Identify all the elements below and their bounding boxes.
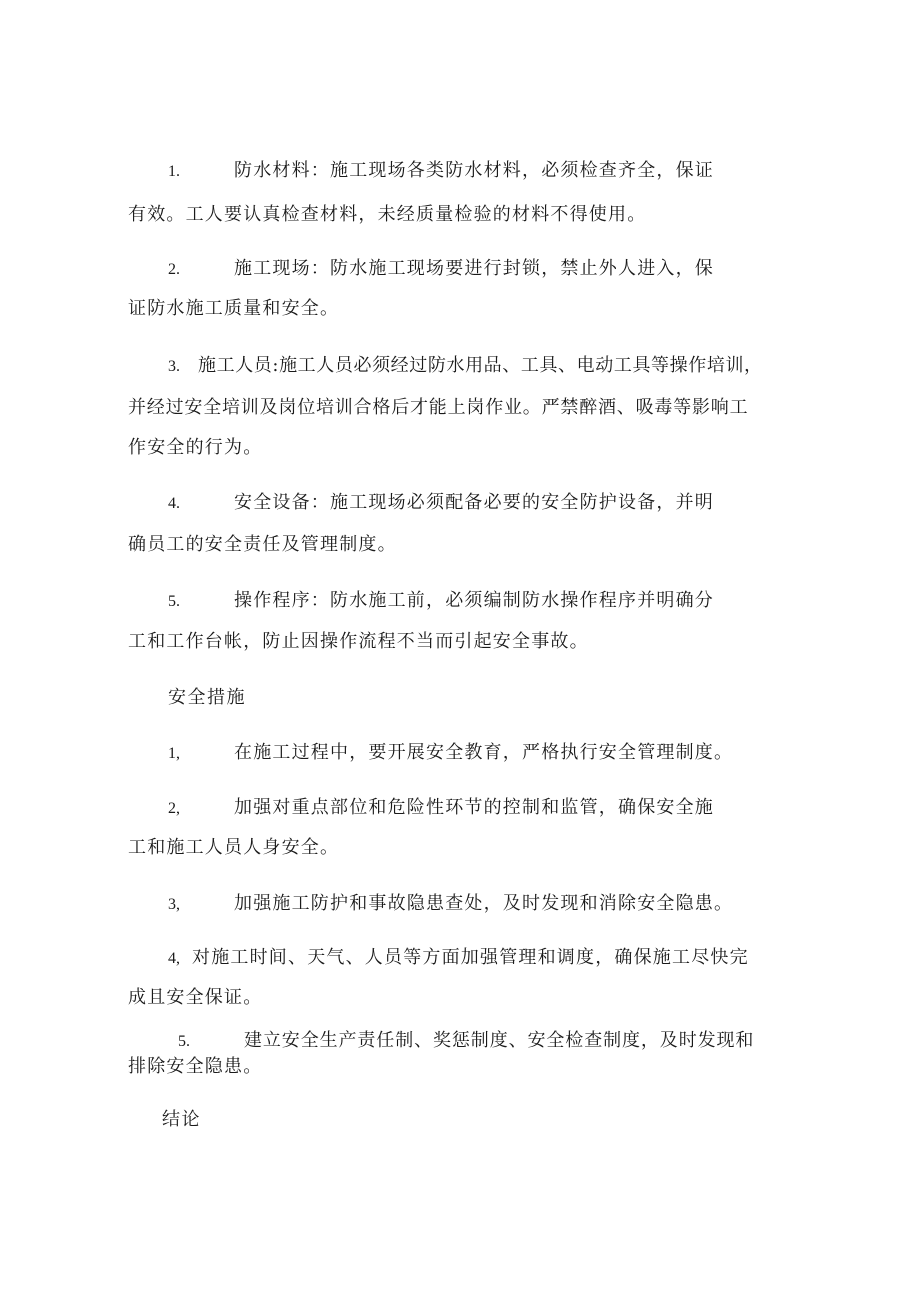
item-number: 4,	[168, 950, 180, 967]
item-text: 施工现场：防水施工现场要进行封锁，禁止外人进入，保	[234, 258, 714, 279]
item-number: 5.	[178, 1033, 190, 1050]
item-text: 防水材料：施工现场各类防水材料，必须检查齐全，保证	[234, 160, 714, 181]
item-text: 加强施工防护和事故隐患查处，及时发现和消除安全隐患。	[234, 893, 734, 914]
item-text: 有效。工人要认真检查材料，未经质量检验的材料不得使用。	[128, 204, 647, 225]
item-text: 工和工作台帐，防止因操作流程不当而引起安全事故。	[128, 631, 589, 652]
item-text: 作安全的行为。	[128, 437, 263, 458]
item-number: 1,	[168, 745, 180, 762]
item-number: 4.	[168, 495, 180, 512]
item-number: 2,	[168, 800, 180, 817]
item-text: 证防水施工质量和安全。	[128, 298, 340, 319]
item-text: 加强对重点部位和危险性环节的控制和监管，确保安全施	[234, 797, 714, 818]
item-number: 3.	[168, 358, 180, 375]
item-text: 施工人员:施工人员必须经过防水用品、工具、电动工具等操作培训，	[198, 355, 763, 376]
item-text: 安全设备：施工现场必须配备必要的安全防护设备，并明	[234, 492, 714, 513]
item-number: 1.	[168, 163, 180, 180]
item-number: 3,	[168, 896, 180, 913]
item-number: 5.	[168, 593, 180, 610]
item-text: 操作程序：防水施工前，必须编制防水操作程序并明确分	[234, 590, 714, 611]
item-text: 并经过安全培训及岗位培训合格后才能上岗作业。严禁醉酒、吸毒等影响工	[128, 397, 749, 418]
item-text: 确员工的安全责任及管理制度。	[128, 534, 397, 555]
item-text: 建立安全生产责任制、奖惩制度、安全检查制度，及时发现和	[244, 1030, 755, 1051]
item-text: 在施工过程中，要开展安全教育，严格执行安全管理制度。	[234, 742, 734, 763]
item-text: 工和施工人员人身安全。	[128, 837, 340, 858]
item-text: 成且安全保证。	[128, 987, 263, 1008]
section-title-conclusion: 结论	[162, 1109, 201, 1130]
item-number: 2.	[168, 261, 180, 278]
section-title-safety-measures: 安全措施	[168, 687, 246, 708]
item-text: 排除安全隐患。	[128, 1056, 263, 1077]
item-text: 对施工时间、天气、人员等方面加强管理和调度，确保施工尽快完	[192, 947, 749, 968]
